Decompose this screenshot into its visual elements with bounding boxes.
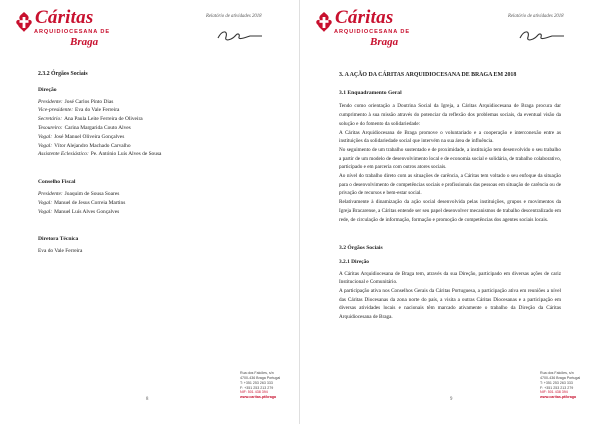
paragraph: Tendo como orientação a Doutrina Social da Igreja, a Cáritas Arquidiocesana de Braga procura dar cumprimento à sua missão através do potenciar da reflexão dos problemas sociais, da eventual visão da solução e do fomento da solidariedade:	[339, 103, 561, 127]
chapter-title: 3. A AÇÃO DA CÁRITAS ARQUIDIOCESANA DE BRAGA EM 2018	[339, 72, 517, 78]
footer-phone: T: +351 253 263 333	[240, 380, 273, 385]
list-item	[38, 124, 278, 133]
member-role: Vogal:	[38, 199, 53, 206]
right-page	[300, 0, 600, 424]
footer-website-link[interactable]: www.caritas.pt/braga	[540, 395, 577, 400]
diretora-title: Diretora Técnica	[38, 236, 79, 243]
paragraph: Relativamente à dinamização da ação social desenvolvida pelas instituições, grupos e movimentos da Igreja Bracarense, a Cáritas entende ser seu papel desenvolver mecanismos de trabalho descentralizado em rede, de circulação de informação, formação e promoção de competências dos agentes sociais locais.	[339, 199, 561, 223]
list-item	[38, 208, 278, 217]
member-name: Vítor Alejandro Machado Carvalho	[54, 142, 131, 149]
member-name: Ana Paula Leite Ferreira de Oliveira	[64, 116, 143, 123]
member-role: Assistente Eclesiástico:	[38, 151, 89, 158]
footer-address-2: 4700-436 Braga Portugal	[240, 376, 281, 381]
footer-address-2: 4700-436 Braga Portugal	[540, 376, 581, 381]
direcao-list	[38, 98, 278, 160]
report-title: Relatório de atividades 2018	[206, 14, 262, 19]
footer-fax: F: +351 253 213 279	[540, 385, 574, 390]
right-content	[339, 71, 561, 322]
cross-flame-icon	[14, 11, 34, 33]
list-item	[38, 106, 278, 115]
paragraph: No seguimento de um trabalho sustentado e de proximidade, a instituição tem desenvolvido o seu trabalho a partir de um modelo de desenvolvimento local e de economia social e solidária, de trabalho colaborativo, participado e em parceria com outros atores sociais.	[339, 146, 561, 171]
member-name: Eva do Vale Ferreira	[75, 107, 120, 114]
caritas-logo	[14, 8, 154, 54]
paragraph: A Cáritas Arquidiocesana de Braga promove o voluntariado e a cooperação e interconexão entre as instituições da solidariedade social que intervém na sua área de influência.	[339, 129, 561, 145]
member-role: Vogal:	[38, 208, 53, 215]
footer-website-link[interactable]: www.caritas.pt/braga	[240, 395, 277, 400]
footer-fax: F: +351 253 213 279	[240, 385, 274, 390]
footer-address-1: Rua dos Falcões, s/n	[240, 371, 274, 376]
signature-icon	[516, 28, 568, 44]
member-role: Presidente:	[38, 190, 63, 197]
member-role: Vogal:	[38, 142, 53, 149]
conselho-title: Conselho Fiscal	[38, 179, 76, 186]
section-title: 2.3.2 Órgãos Sociais	[38, 71, 88, 77]
list-item	[38, 150, 278, 159]
member-role: Tesoureiro:	[38, 124, 63, 131]
paragraph: A Cáritas Arquidiocesana de Braga tem, através da sua Direção, participado em diversas ações de cariz Institucional e Comunitário.	[339, 270, 561, 286]
list-item	[38, 190, 278, 199]
caritas-logo	[314, 8, 454, 54]
contact-footer	[240, 371, 300, 400]
list-item	[38, 115, 278, 124]
section-3-2-1-title: 3.2.1 Direção	[339, 258, 369, 265]
section-3-2-title: 3.2 Órgãos Sociais	[339, 245, 383, 252]
list-item	[38, 98, 278, 107]
member-role: Vogal:	[38, 133, 53, 140]
paragraph: A participação ativa nos Conselhos Gerais da Cáritas Portuguesa, a participação ativa em reuniões a nível das Cáritas Diocesanas da zona norte do país, a visita a outras Cáritas Diocesanas e a participação em diversas atividades locais e nacionais têm marcado ativamente o trabalho da Direção da Cáritas Arquidiocesana de Braga.	[339, 288, 561, 321]
list-item	[38, 199, 278, 208]
paragraph: Ao nível do trabalho direto com as situações de carência, a Cáritas tem voltado o seu enfoque da situação para o desenvolvimento de competências sociais e profissionais das pessoas em situação de carência ou de privação de recursos e bem-estar social.	[339, 173, 561, 197]
member-name: Carina Margarida Couto Alves	[64, 124, 131, 131]
logo-subtitle: ARQUIDIOCESANA DE	[334, 29, 411, 35]
member-role: Secretário:	[38, 116, 63, 123]
list-item	[38, 133, 278, 142]
section-3-1-title: 3.1 Enquadramento Geral	[339, 89, 402, 96]
member-name: José Carlos Pinto Dias	[64, 98, 114, 105]
member-name: Pe. António Luís Alves de Sousa	[90, 151, 162, 158]
member-name: Manuel de Jesus Correia Martins	[54, 199, 126, 206]
member-role: Presidente:	[38, 98, 63, 105]
signature-icon	[214, 28, 266, 44]
cross-flame-icon	[314, 11, 334, 33]
logo-subtitle: ARQUIDIOCESANA DE	[34, 29, 111, 35]
member-name: Joaquim de Sousa Soares	[64, 190, 120, 197]
logo-name: Cáritas	[35, 7, 94, 28]
footer-address-1: Rua dos Falcões, s/n	[540, 371, 574, 376]
direcao-title: Direção	[38, 86, 57, 93]
member-name: José Manuel Oliveira Gonçalves	[54, 133, 125, 140]
conselho-list	[38, 190, 278, 216]
footer-nif: NIF: 501 438 394	[540, 390, 568, 395]
footer-phone: T: +351 253 263 333	[540, 380, 573, 385]
contact-footer	[540, 371, 600, 400]
page-number: 9	[450, 397, 453, 402]
logo-name: Cáritas	[335, 7, 394, 28]
left-content	[38, 70, 278, 256]
diretora-name: Eva do Vale Ferreira	[38, 248, 83, 255]
member-name: Manuel Luís Alves Gonçalves	[54, 208, 120, 215]
list-item	[38, 142, 278, 151]
logo-city: Braga	[70, 36, 99, 48]
logo-city: Braga	[370, 36, 399, 48]
report-title: Relatório de atividades 2018	[508, 14, 564, 19]
member-role: Vice-presidente:	[38, 107, 74, 114]
footer-nif: NIF: 501 438 394	[240, 390, 268, 395]
page-number: 8	[146, 397, 149, 402]
